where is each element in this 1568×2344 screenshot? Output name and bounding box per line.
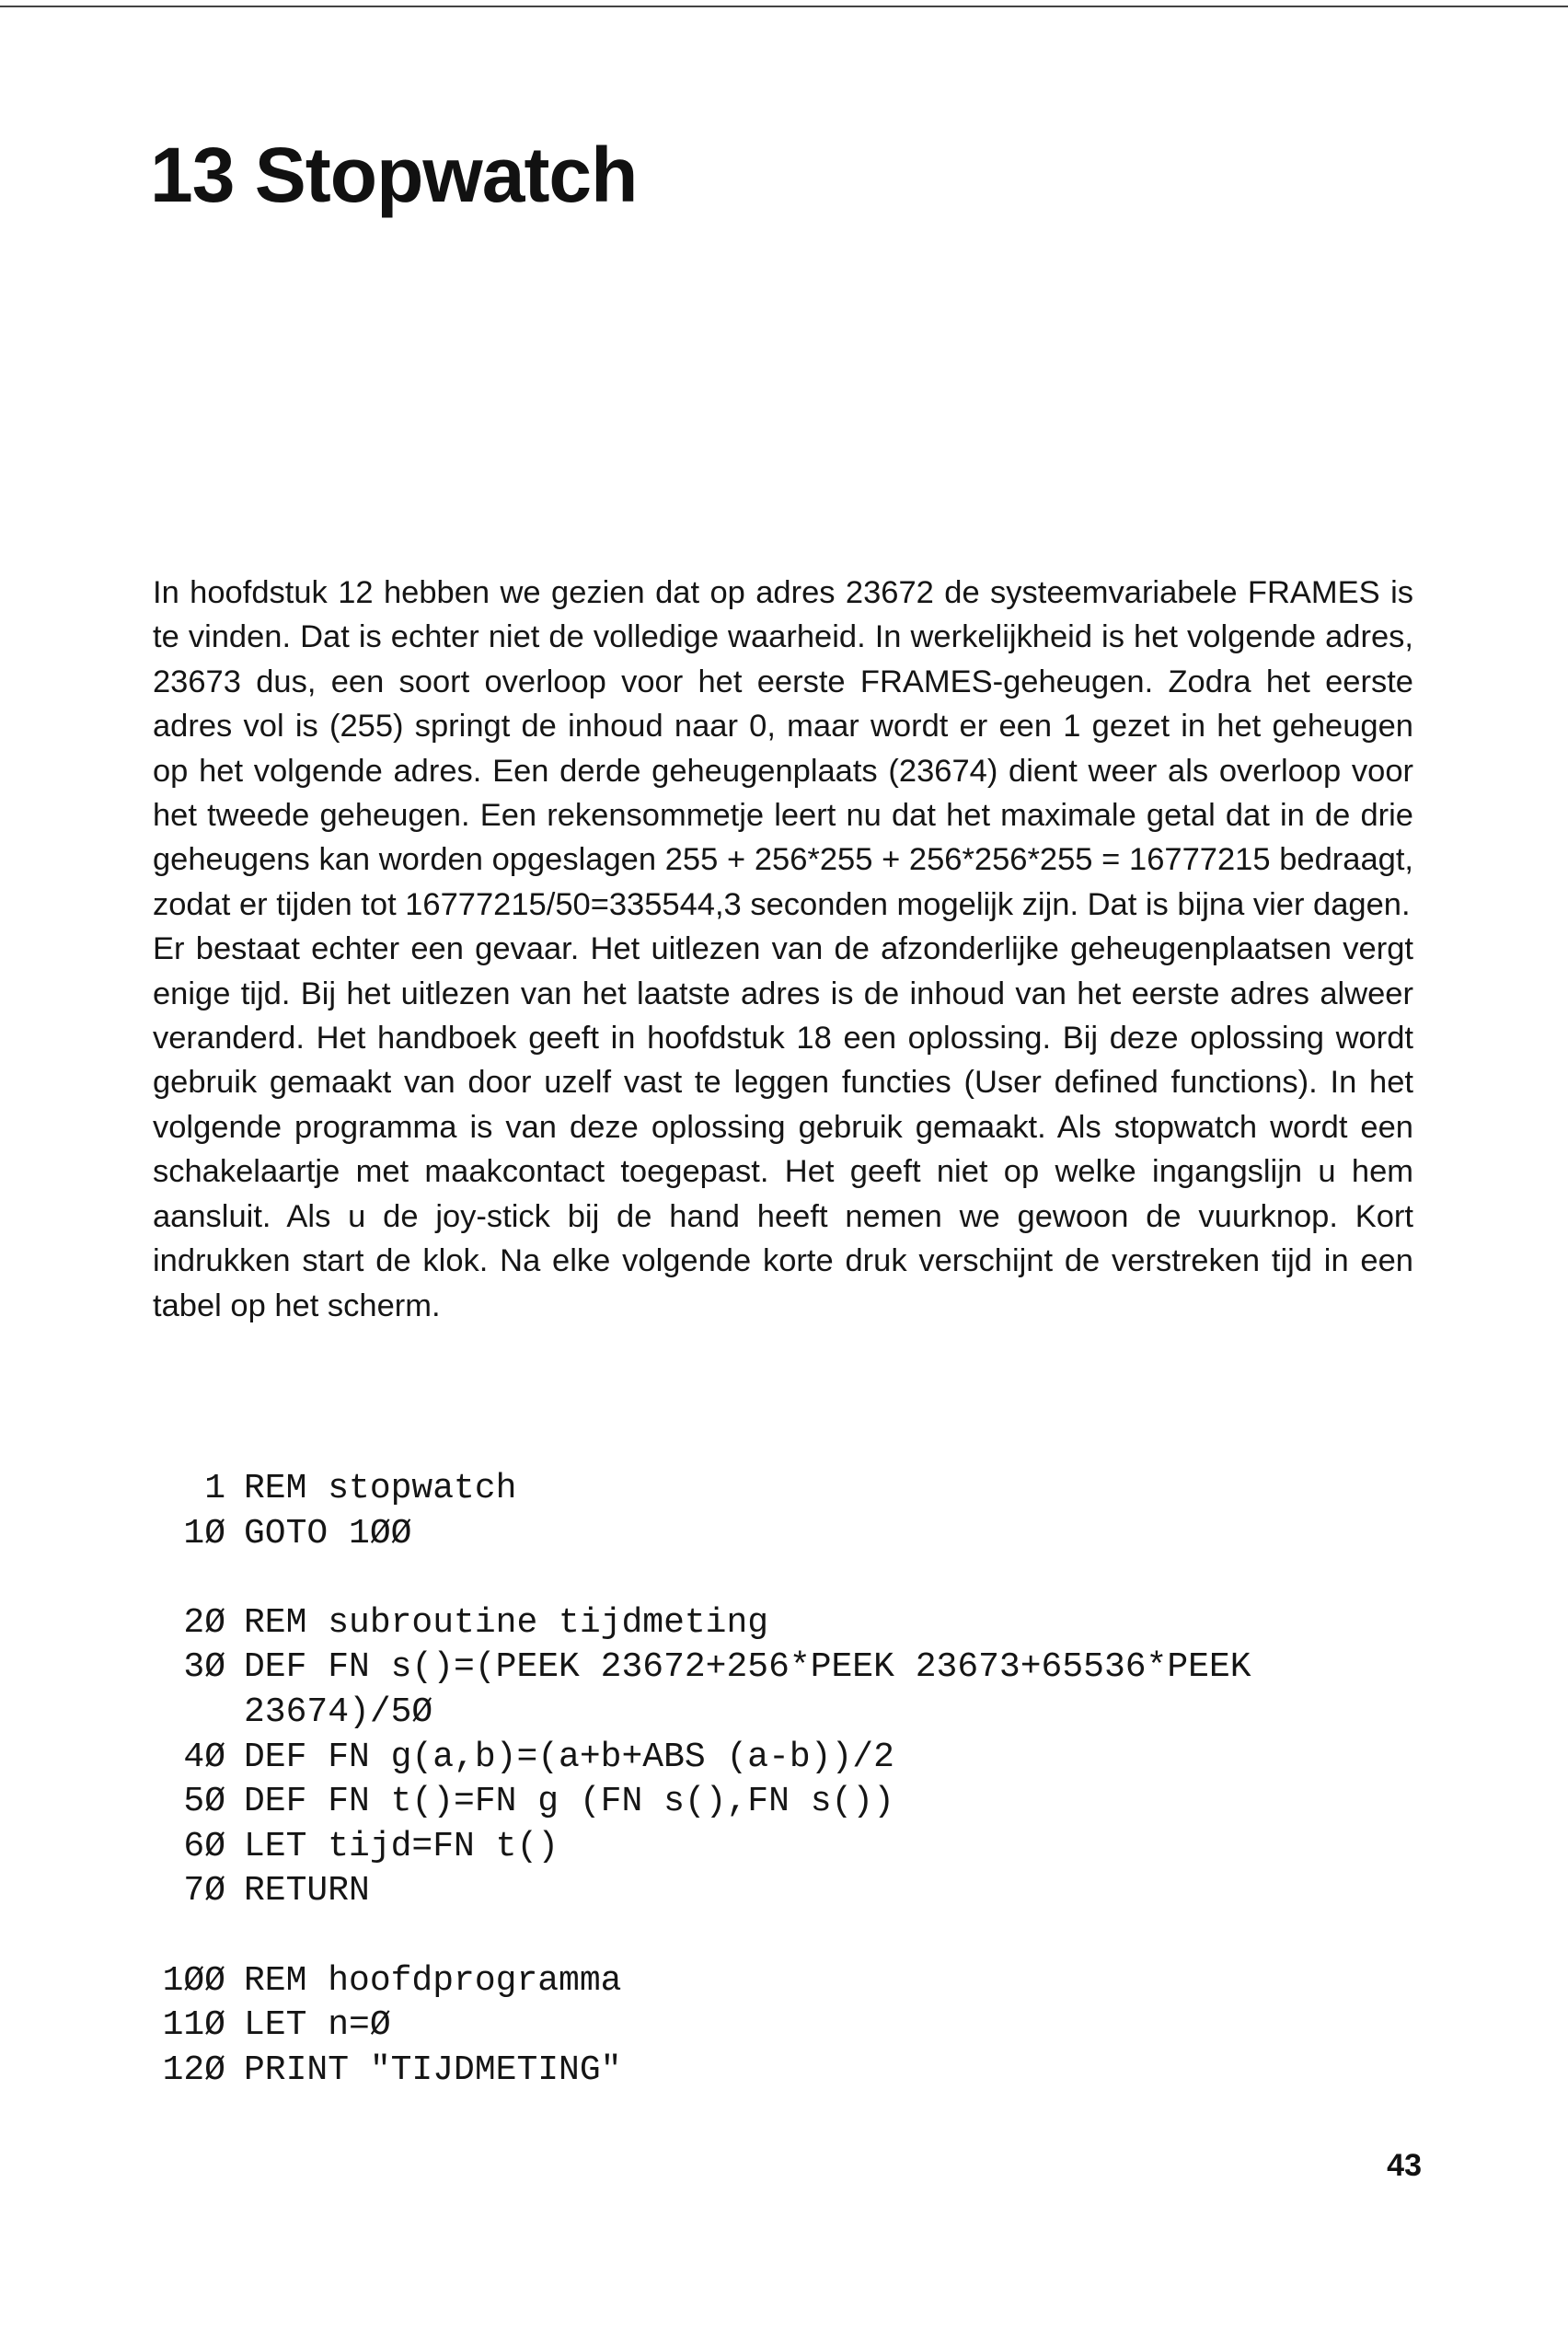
body-text: [153, 571, 1413, 1328]
code-line: [147, 1645, 1251, 1691]
code-line: [147, 1601, 1251, 1646]
code-statement: GOTO 1ØØ: [244, 1513, 412, 1553]
line-number: 1ØØ: [162, 1960, 225, 2001]
code-statement: REM subroutine tijdmeting: [244, 1602, 769, 1643]
line-number: 1Ø: [183, 1513, 225, 1553]
paragraph: In hoofdstuk 12 hebben we gezien dat op adres 23672 de systeemvariabele FRAMES is te vinden. Dat is echter niet de volledige waarheid. In werkelijkheid is het volgende adres, 23673 dus, een soort overloop voor het eerste FRAMES-geheugen. Zodra het eerste adres vol is (255) springt de inhoud naar 0, maar wordt er een 1 gezet in het geheugen op het volgende adres. Een derde geheugenplaats (23674) dient weer als overloop voor het tweede geheugen. Een rekensommetje leert nu dat het maximale getal dat in de drie geheugens kan worden opgeslagen 255 + 256*255 + 256*256*255 = 16777215 bedraagt, zodat er tijden tot 16777215/50=335544,3 seconden mogelijk zijn. Dat is bijna vier dagen.: [153, 575, 1413, 922]
top-rule: [0, 6, 1568, 7]
line-number: 4Ø: [183, 1737, 225, 1777]
code-line: [147, 1825, 1251, 1870]
line-number: 1: [204, 1469, 225, 1508]
code-line-continuation: [147, 1691, 1251, 1736]
line-number: 5Ø: [183, 1782, 225, 1822]
code-statement: 23674)/5Ø: [244, 1692, 433, 1732]
program-listing: [147, 1467, 1251, 2093]
code-line: [147, 1467, 1251, 1512]
code-statement: REM stopwatch: [244, 1469, 517, 1508]
code-statement: RETURN: [244, 1871, 370, 1911]
blank-line: [147, 1914, 1251, 1959]
code-line: [147, 2003, 1251, 2049]
line-number: 7Ø: [183, 1871, 225, 1911]
code-line: [147, 1959, 1251, 2004]
code-line: [147, 1736, 1251, 1781]
code-statement: DEF FN s()=(PEEK 23672+256*PEEK 23673+65536*PEEK: [244, 1647, 1251, 1688]
code-statement: LET n=Ø: [244, 2005, 391, 2046]
line-number: 6Ø: [183, 1826, 225, 1866]
code-line: [147, 2049, 1251, 2094]
line-number: 3Ø: [183, 1647, 225, 1688]
code-line: [147, 1512, 1251, 1557]
code-statement: REM hoofdprogramma: [244, 1960, 622, 2001]
chapter-title: 13 Stopwatch: [150, 132, 638, 218]
code-line: [147, 1780, 1251, 1825]
line-number: 11Ø: [162, 2005, 225, 2046]
code-statement: DEF FN g(a,b)=(a+b+ABS (a-b))/2: [244, 1737, 894, 1777]
page-number: 43: [1387, 2148, 1422, 2183]
code-statement: PRINT "TIJDMETING": [244, 2050, 622, 2090]
line-number: 2Ø: [183, 1602, 225, 1643]
code-statement: DEF FN t()=FN g (FN s(),FN s()): [244, 1782, 894, 1822]
line-number: 12Ø: [162, 2050, 225, 2090]
blank-line: [147, 1556, 1251, 1601]
code-line: [147, 1869, 1251, 1914]
paragraph: Er bestaat echter een gevaar. Het uitlezen van de afzonderlijke geheugenplaatsen vergt enige tijd. Bij het uitlezen van het laatste adres is de inhoud van het eerste adres alweer veranderd. Het handboek geeft in hoofdstuk 18 een oplossing. Bij deze oplossing wordt gebruik gemaakt van door uzelf vast te leggen functies (User defined functions). In het volgende programma is van deze oplossing gebruik gemaakt. Als stopwatch wordt een schakelaartje met maakcontact toegepast. Het geeft niet op welke ingangslijn u hem aansluit. Als u de joy-stick bij de hand heeft nemen we gewoon de vuurknop. Kort indrukken start de klok. Na elke volgende korte druk verschijnt de verstreken tijd in een tabel op het scherm.: [153, 931, 1413, 1323]
code-statement: LET tijd=FN t(): [244, 1826, 559, 1866]
